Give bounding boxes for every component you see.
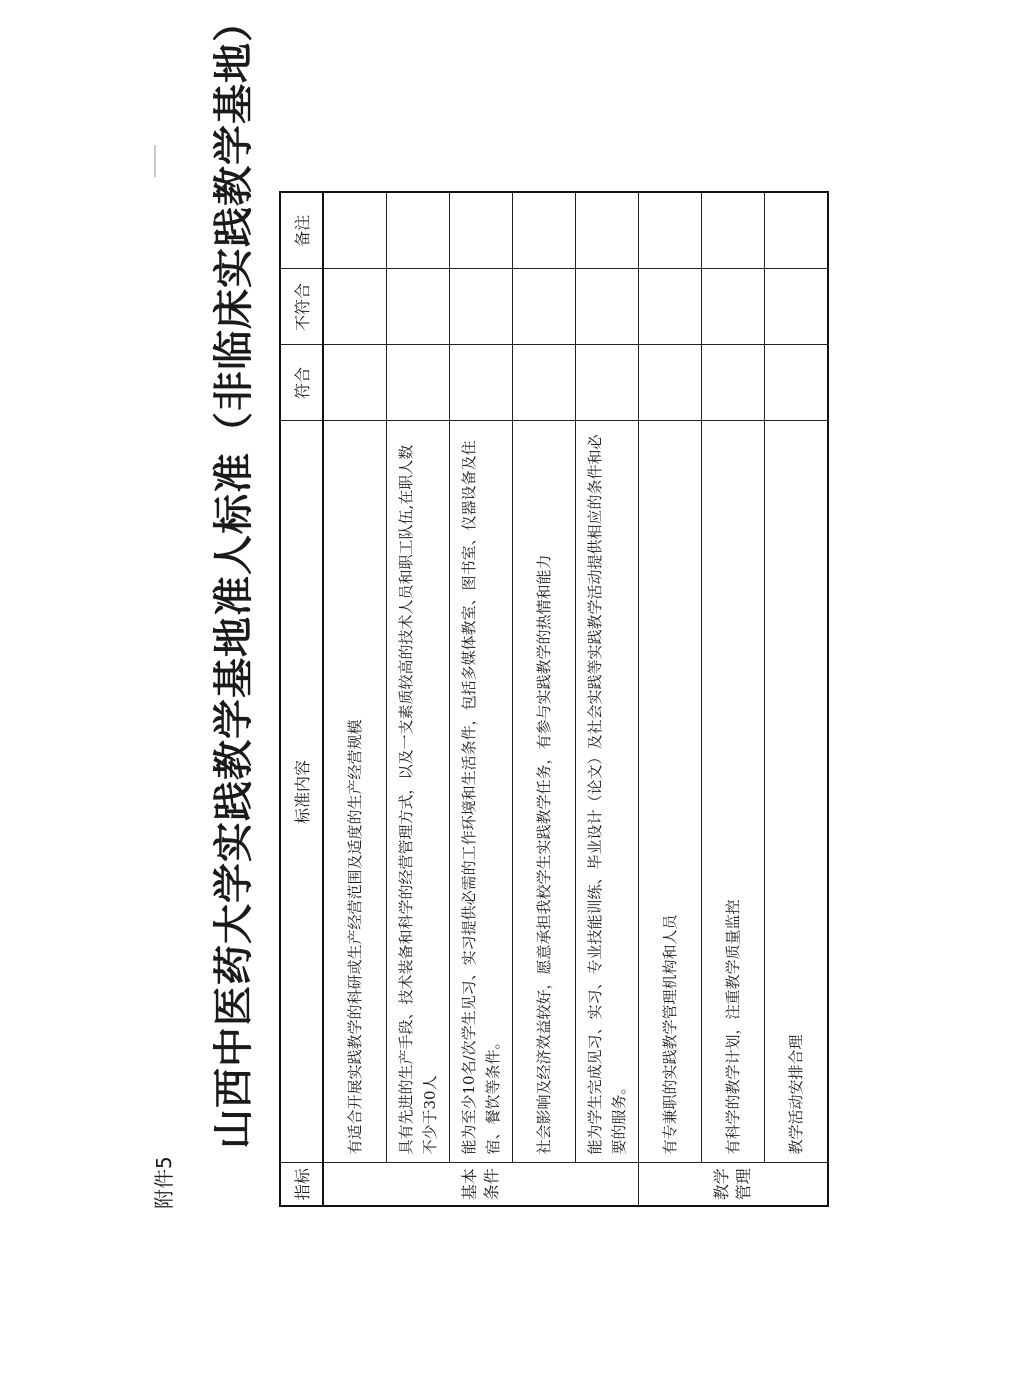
table-row [513, 192, 576, 1206]
nonconform-cell [323, 269, 387, 345]
conform-cell [702, 345, 765, 421]
remarks-cell [387, 192, 450, 269]
remarks-cell [323, 192, 387, 269]
criterion-content: 有专兼职的实践教学管理机构和人员 [639, 421, 702, 1163]
conform-cell [639, 345, 702, 421]
document-title: 山西中医药大学实践教学基地准人标准（非临床实践教学基地） [210, 1, 257, 1149]
nonconform-cell [576, 269, 639, 345]
indicator-line: 教学 [712, 1168, 731, 1201]
header-content: 标准内容 [280, 421, 323, 1163]
table-row [387, 192, 450, 1206]
criterion-content: 能为学生完成见习、实习、专业技能训练、毕业设计（论文）及社会实践等实践教学活动提供相应的条件和必要的服务。 [576, 421, 639, 1163]
attachment-label: 附件5 [152, 1156, 176, 1209]
table-row [639, 192, 702, 1206]
conform-cell [387, 345, 450, 421]
nonconform-cell [513, 269, 576, 345]
conform-cell [323, 345, 387, 421]
criterion-content: 教学活动安排合理 [765, 421, 829, 1163]
criterion-content: 能为至少10名/次学生见习、实习提供必需的工作环境和生活条件，包括多媒体教室、图书室、仪器设备及住宿、餐饮等条件。 [450, 421, 513, 1163]
conform-cell [765, 345, 829, 421]
criterion-content: 具有先进的生产手段、技术装备和科学的经营管理方式，以及一支素质较高的技术人员和职工队伍,在职人数不少于30人 [387, 421, 450, 1163]
nonconform-cell [765, 269, 829, 345]
indicator-basic-conditions [323, 1163, 639, 1206]
conform-cell [576, 345, 639, 421]
table-row [576, 192, 639, 1206]
table-header-row [280, 192, 323, 1206]
nonconform-cell [702, 269, 765, 345]
header-nonconform: 不符合 [280, 269, 323, 345]
nonconform-cell [387, 269, 450, 345]
header-remarks: 备注 [280, 192, 323, 269]
conform-cell [450, 345, 513, 421]
remarks-cell [702, 192, 765, 269]
indicator-line: 基本 [460, 1168, 479, 1201]
scan-mark [154, 145, 156, 177]
table-row [323, 192, 387, 1206]
indicator-line: 管理 [734, 1168, 753, 1201]
standards-table [279, 191, 829, 1207]
header-indicator: 指标 [280, 1163, 323, 1206]
remarks-cell [450, 192, 513, 269]
header-conform: 符合 [280, 345, 323, 421]
table-row [765, 192, 829, 1206]
remarks-cell [576, 192, 639, 269]
criterion-content: 社会影响及经济效益较好，愿意承担我校学生实践教学任务，有参与实践教学的热情和能力 [513, 421, 576, 1163]
indicator-teaching-management [639, 1163, 829, 1206]
nonconform-cell [450, 269, 513, 345]
remarks-cell [639, 192, 702, 269]
table-row [450, 192, 513, 1206]
indicator-line: 条件 [482, 1168, 501, 1201]
nonconform-cell [639, 269, 702, 345]
criterion-content: 有科学的教学计划，注重教学质量监控 [702, 421, 765, 1163]
remarks-cell [513, 192, 576, 269]
conform-cell [513, 345, 576, 421]
table-row [702, 192, 765, 1206]
remarks-cell [765, 192, 829, 269]
criterion-content: 有适合开展实践教学的科研或生产经营范围及适度的生产经营规模 [323, 421, 387, 1163]
